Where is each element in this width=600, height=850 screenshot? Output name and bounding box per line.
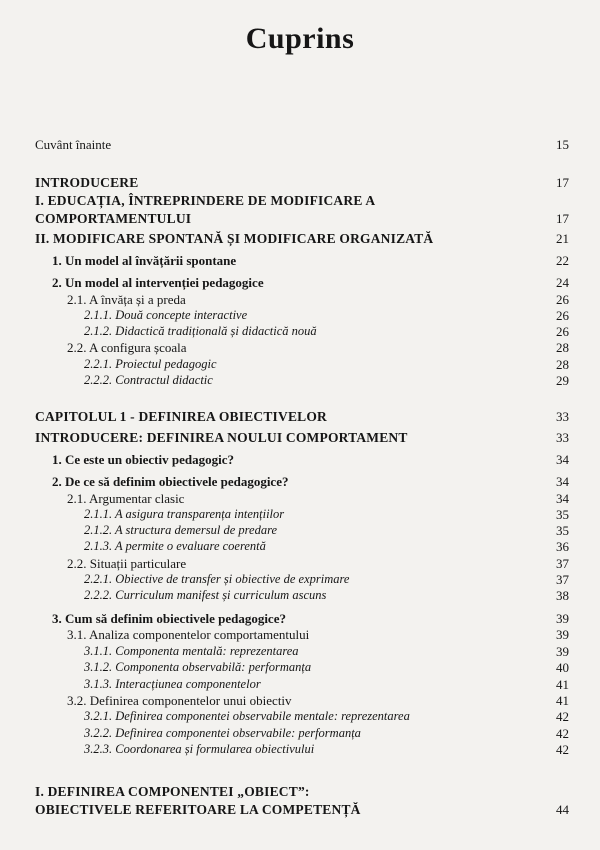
toc-entry-page-number: 34 (556, 491, 569, 506)
toc-entry-page-number: 39 (556, 644, 569, 659)
toc-entry-page-number: 39 (556, 627, 569, 642)
toc-entry-page-number: 42 (556, 709, 569, 724)
toc-entry-title: 3.2. Definirea componentelor unui obiectiv (67, 693, 292, 708)
toc-entry-page-number: 42 (556, 742, 569, 757)
toc-entry-page-number: 29 (556, 373, 569, 388)
toc-entry-title: 2. Un model al intervenției pedagogice (52, 275, 264, 290)
toc-entry-title: 2.2. Situații particulare (67, 556, 187, 571)
toc-entry-page-number: 37 (556, 556, 569, 571)
toc-entry-title: INTRODUCERE (35, 175, 139, 190)
toc-entry-page-number: 35 (556, 507, 569, 522)
toc-entry-title: 2.2.1. Proiectul pedagogic (84, 357, 217, 371)
toc-entry-page-number: 39 (556, 611, 569, 626)
toc-entry-title: 3.2.1. Definirea componentei observabile mentale: reprezentarea (84, 709, 410, 723)
toc-entry-title: 2.1.2. Didactică tradițională și didactică nouă (84, 324, 317, 338)
toc-entry-title: 3.1.3. Interacțiunea componentelor (84, 677, 261, 691)
toc-entry-page-number: 41 (556, 677, 569, 692)
toc-entry-page-number: 34 (556, 474, 569, 489)
toc-entry-title: 1. Un model al învățării spontane (52, 253, 237, 268)
toc-entry-title: OBIECTIVELE REFERITOARE LA COMPETENȚĂ (35, 802, 361, 817)
toc-entry-title: I. EDUCAȚIA, ÎNTREPRINDERE DE MODIFICARE A (35, 193, 376, 208)
toc-entry-title: 2.1.1. Două concepte interactive (84, 308, 248, 322)
toc-entry-title: 2.1. Argumentar clasic (67, 491, 185, 506)
toc-entry-page-number: 38 (556, 588, 569, 603)
toc-entry-title: 3.2.2. Definirea componentei observabile: performanța (84, 726, 361, 740)
toc-entry-title: 2.2. A configura școala (67, 340, 187, 355)
toc-entry-title: 2.1.2. A structura demersul de predare (84, 523, 278, 537)
toc-entry-title: 3.1.2. Componenta observabilă: performanța (84, 660, 312, 674)
toc-entry-page-number: 33 (556, 409, 569, 424)
page-title: Cuprins (245, 22, 355, 55)
toc-entry-title: 3.1. Analiza componentelor comportamentului (67, 627, 310, 642)
toc-entry-title: 2.1.3. A permite o evaluare coerentă (84, 539, 266, 553)
toc-entry-title: 2.1.1. A asigura transparența intențiilor (84, 507, 285, 521)
toc-entry-page-number: 26 (556, 308, 569, 323)
toc-entry-title: 2. De ce să definim obiectivele pedagogice? (52, 474, 289, 489)
toc-entry-page-number: 17 (556, 211, 569, 226)
toc-entry-page-number: 28 (556, 340, 569, 355)
toc-entry-title: Cuvânt înainte (35, 137, 112, 152)
toc-entry-page-number: 37 (556, 572, 569, 587)
toc-entry-page-number: 15 (556, 137, 569, 152)
toc-entry-title: 2.1. A învăța și a preda (67, 292, 186, 307)
toc-entry-page-number: 26 (556, 324, 569, 339)
toc-entry-title: COMPORTAMENTULUI (35, 211, 192, 226)
toc-entry-page-number: 36 (556, 539, 569, 554)
toc-entry-title: 3.2.3. Coordonarea și formularea obiectivului (84, 742, 315, 756)
toc-entry-page-number: 33 (556, 430, 569, 445)
toc-entry-page-number: 35 (556, 523, 569, 538)
toc-entry-page-number: 44 (556, 802, 569, 817)
toc-entry-page-number: 34 (556, 452, 569, 467)
toc-entry-page-number: 24 (556, 275, 569, 290)
toc-entry-page-number: 21 (556, 231, 569, 246)
toc-entry-page-number: 42 (556, 726, 569, 741)
toc-entry-page-number: 26 (556, 292, 569, 307)
toc-entry-title: I. DEFINIREA COMPONENTEI „OBIECT”: (35, 784, 310, 799)
toc-entry-title: II. MODIFICARE SPONTANĂ ȘI MODIFICARE ORGANIZATĂ (35, 231, 434, 246)
toc-entry-title: 1. Ce este un obiectiv pedagogic? (52, 452, 234, 467)
toc-entry-title: 2.2.1. Obiective de transfer și obiective de exprimare (84, 572, 350, 586)
toc-entry-page-number: 28 (556, 357, 569, 372)
toc-entry-title: 3.1.1. Componenta mentală: reprezentarea (84, 644, 299, 658)
toc-entry-page-number: 22 (556, 253, 569, 268)
toc-entry-title: 3. Cum să definim obiectivele pedagogice? (52, 611, 286, 626)
toc-entry-title: 2.2.2. Curriculum manifest și curriculum ascuns (84, 588, 327, 602)
toc-entry-page-number: 40 (556, 660, 569, 675)
toc-entry-title: 2.2.2. Contractul didactic (84, 373, 213, 387)
toc-entry-title: CAPITOLUL 1 - DEFINIREA OBIECTIVELOR (35, 409, 328, 424)
toc-entry-page-number: 17 (556, 175, 569, 190)
toc-entry-title: INTRODUCERE: DEFINIREA NOULUI COMPORTAMENT (35, 430, 408, 445)
toc-entry-page-number: 41 (556, 693, 569, 708)
